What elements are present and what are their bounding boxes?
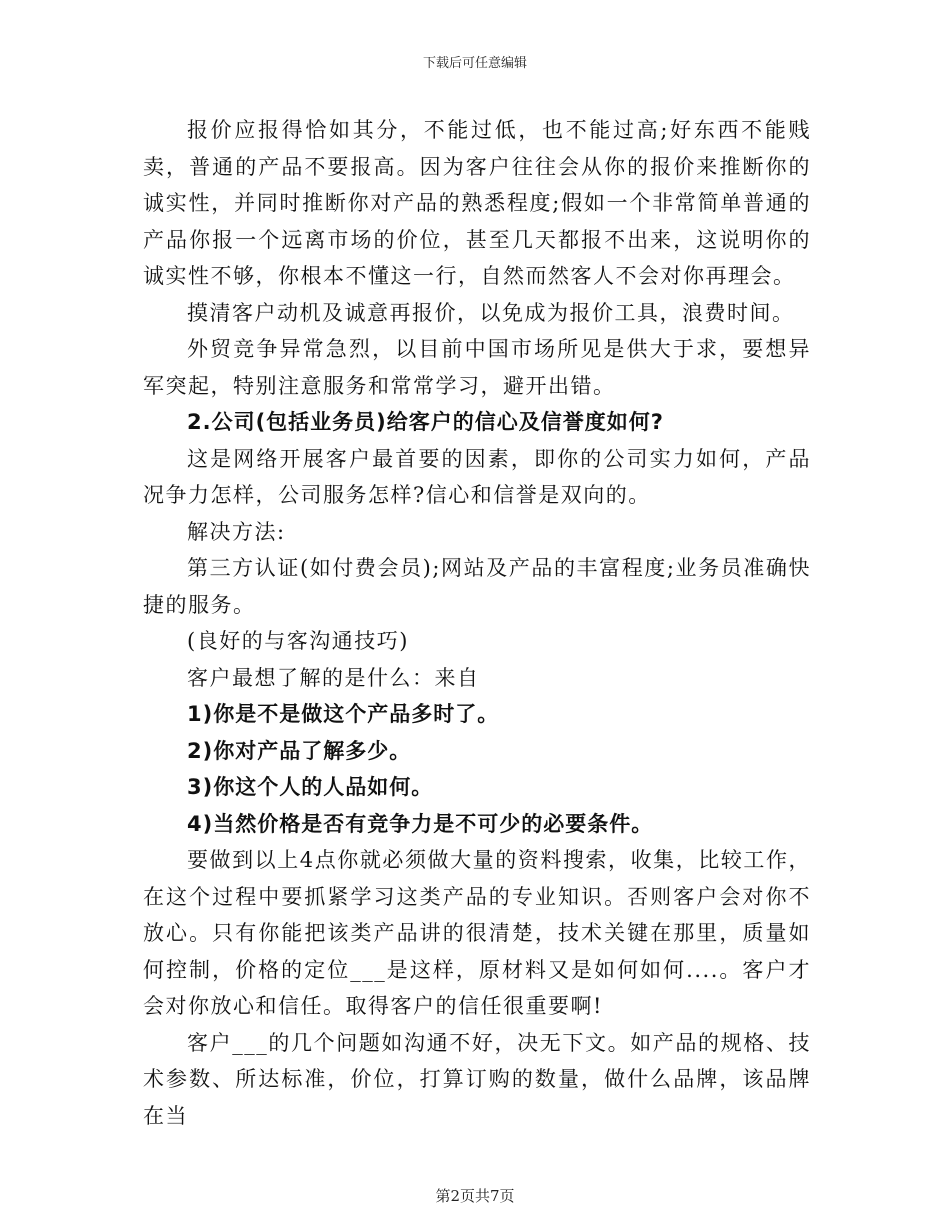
paragraph-solution-detail: 第三方认证(如付费会员);网站及产品的丰富程度;业务员准确快捷的服务。 xyxy=(143,556,811,617)
paragraph-customer-questions: 客户___的几个问题如沟通不好，决无下文。如产品的规格、技术参数、所达标准，价位，打算订购的数量，做什么品牌，该品牌在当 xyxy=(143,1030,811,1128)
page-header: 下载后可任意编辑 xyxy=(422,56,527,71)
paragraph-customer-wants: 客户最想了解的是什么：来自 xyxy=(187,665,480,690)
paragraph-communication-skills: (良好的与客沟通技巧) xyxy=(187,629,409,653)
document-body xyxy=(143,112,811,1134)
page-footer: 第2页共7页 xyxy=(435,1187,515,1205)
paragraph-solution-label: 解决方法: xyxy=(187,519,286,544)
list-item-3: 3)你这个人的人品如何。 xyxy=(187,775,434,799)
list-item-2: 2)你对产品了解多少。 xyxy=(187,738,412,763)
section-heading-confidence: 2.公司(包括业务员)给客户的信心及信誉度如何? xyxy=(187,410,664,434)
list-item-1: 1)你是不是做这个产品多时了。 xyxy=(187,702,500,726)
paragraph-customer-motive: 摸清客户动机及诚意再报价，以免成为报价工具，浪费时间。 xyxy=(187,300,795,325)
paragraph-competition: 外贸竞争异常急烈，以目前中国市场所见是供大于求，要想异军突起，特别注意服务和常常学习，避开出错。 xyxy=(143,337,811,398)
paragraph-quote-pricing: 报价应报得恰如其分，不能过低，也不能过高;好东西不能贱卖，普通的产品不要报高。因为客户往往会从你的报价来推断你的诚实性，并同时推断你对产品的熟悉程度;假如一个非常简单普通的产品你报一个远离市场的价位，甚至几天都报不出来，这说明你的诚实性不够，你根本不懂这一行，自然而然客人不会对你再理会。 xyxy=(143,118,811,288)
paragraph-research: 要做到以上4点你就必须做大量的资料搜索，收集，比较工作，在这个过程中要抓紧学习这类产品的专业知识。否则客户会对你不放心。只有你能把该类产品讲的很清楚，技术关键在那里，质量如何控制，价格的定位___是这样，原材料又是如何如何....。客户才会对你放心和信任。取得客户的信任很重要啊! xyxy=(143,848,811,1018)
paragraph-key-factor: 这是网络开展客户最首要的因素，即你的公司实力如何，产品况争力怎样，公司服务怎样?信心和信誉是双向的。 xyxy=(143,446,811,507)
list-item-4: 4)当然价格是否有竞争力是不可少的必要条件。 xyxy=(187,811,654,836)
